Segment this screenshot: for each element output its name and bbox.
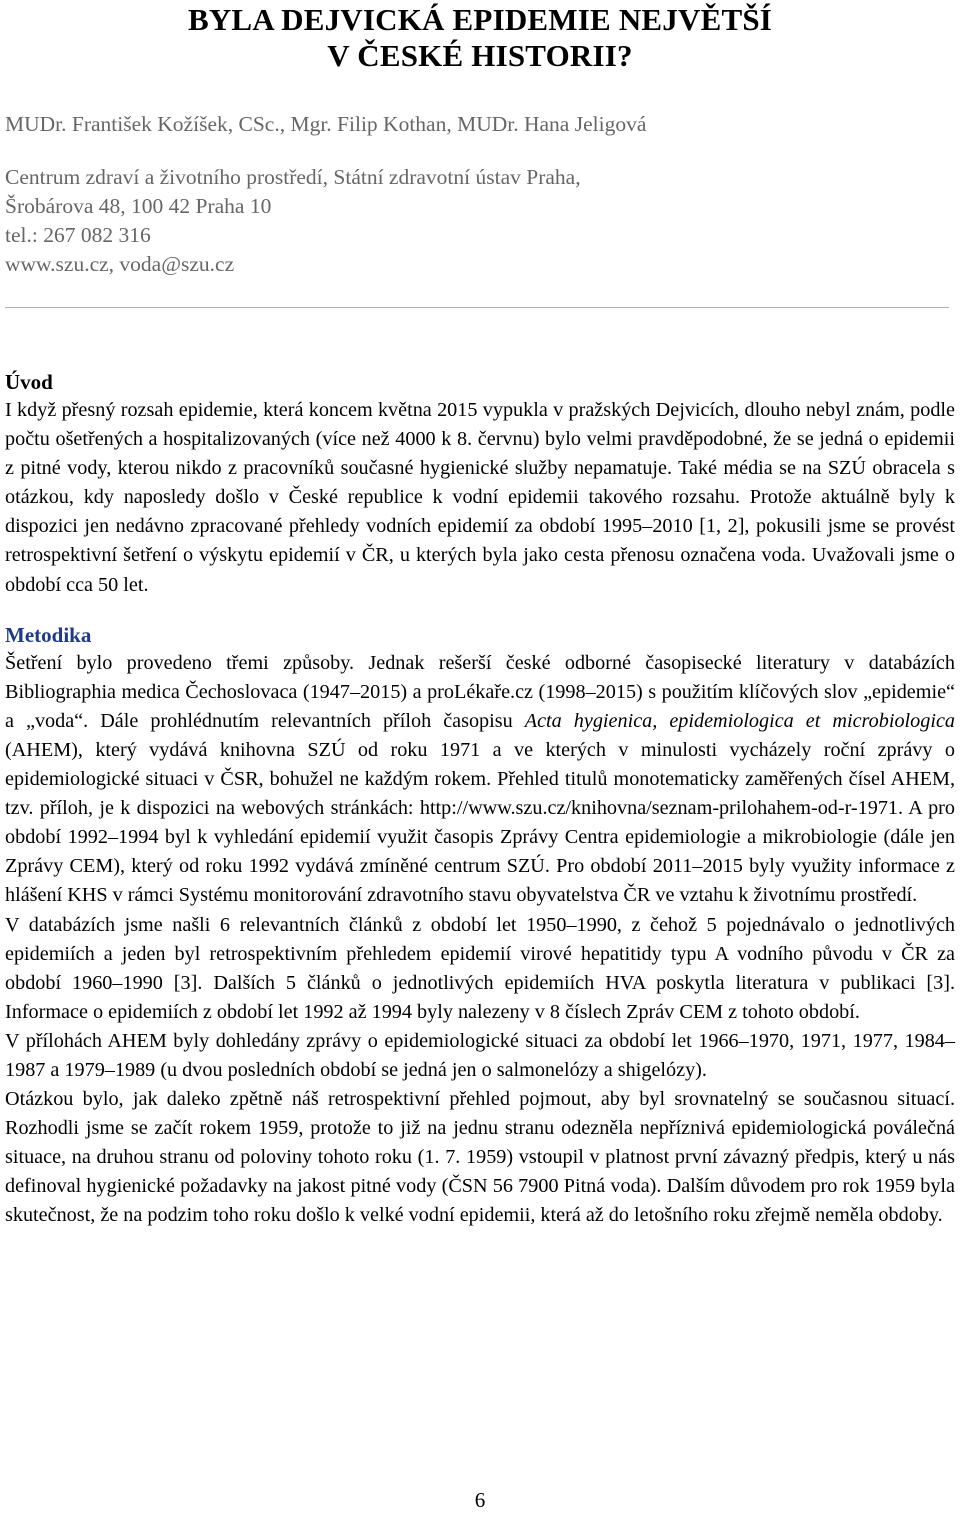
affiliation-line-2: Šrobárova 48, 100 42 Praha 10 <box>5 194 272 218</box>
methods-paragraph-2: V databázích jsme našli 6 relevantních článků z období let 1950–1990, z čehož 5 pojednávalo o jednotlivých epidemiích a jeden byl retrospektivním přehledem epidemií virové hepatitidy typu A vodního původu v ČR za období 1960–1990 [3]. Dalších 5 článků o jednotlivých epidemiích HVA poskytla literatura v publikaci [3]. Informace o epidemiích z období let 1992 až 1994 byly nalezeny v 8 číslech Zpráv CEM z tohoto období. <box>5 913 955 1023</box>
methods-p1-text-a: Šetření bylo provedeno třemi způsoby. Jednak rešerší české odborné časopisecké literatury v databázích Bibliographia medica Čechoslovaca (1947–2015) a proLékaře.cz (1998–2015) s použitím klíčových slov „epidemie“ a „voda“. Dále prohlédnutím relevantních příloh časopisu <box>5 651 955 732</box>
intro-heading: Úvod <box>5 370 53 394</box>
methods-p1-text-b: (AHEM), který vydává knihovna SZÚ od roku 1971 a ve kterých v minulosti vycházely roční zprávy o epidemiologické situaci v ČSR, bohužel ne každým rokem. Přehled titulů monotematicky zaměřených čísel AHEM, tzv. příloh, je k dispozici na webových stránkách: http://www.szu.cz/knihovna/seznam-prilohahem-od-r-1971. A pro období 1992–1994 byl k vyhledání epidemií využit časopis Zprávy Centra epidemiologie a mikrobiologie (dále jen Zprávy CEM), který od roku 1992 vydává zmíněné centrum SZÚ. Pro období 2011–2015 byly využity informace z hlášení KHS v rámci Systému monitorování zdravotního stavu obyvatelstva ČR ve vztahu k životnímu prostředí. <box>5 738 955 907</box>
authors: MUDr. František Kožíšek, CSc., Mgr. Filip Kothan, MUDr. Hana Jeligová <box>5 112 647 136</box>
article-body <box>5 369 955 1231</box>
section-gap <box>5 600 955 622</box>
page-number: 6 <box>474 1488 486 1512</box>
document-title <box>5 2 955 74</box>
web-and-email: www.szu.cz, voda@szu.cz <box>5 252 235 276</box>
methods-paragraph-3: V přílohách AHEM byly dohledány zprávy o epidemiologické situaci za období let 1966–1970, 1971, 1977, 1984–1987 a 1979–1989 (u dvou posledních období se jedná jen o salmonelózy a shigelózy). <box>5 1029 955 1081</box>
header-divider <box>5 307 949 308</box>
methods-paragraph-4: Otázkou bylo, jak daleko zpětně náš retrospektivní přehled pojmout, aby byl srovnatelný se současnou situací. Rozhodli jsme se začít rokem 1959, protože to již na jednu stranu odezněla nepříznivá epidemiologická poválečná situace, na druhou stranu od poloviny tohoto roku (1. 7. 1959) vstoupil v platnost první závazný předpis, který u nás definoval hygienické požadavky na jakost pitné vody (ČSN 56 7900 Pitná voda). Dalším důvodem pro rok 1959 byla skutečnost, že na podzim toho roku došlo k velké vodní epidemii, která až do letošního roku zřejmě neměla obdoby. <box>5 1088 955 1227</box>
affiliation-block <box>5 163 955 279</box>
title-line-2: V ČESKÉ HISTORII? <box>327 38 633 73</box>
methods-paragraph-1 <box>5 649 955 911</box>
affiliation-line-1: Centrum zdraví a životního prostředí, Státní zdravotní ústav Praha, <box>5 165 581 189</box>
document-page <box>5 0 955 1513</box>
title-line-1: BYLA DEJVICKÁ EPIDEMIE NEJVĚTŠÍ <box>187 2 773 37</box>
intro-paragraph: I když přesný rozsah epidemie, která koncem května 2015 vypukla v pražských Dejvicích, dlouho nebyl znám, podle počtu ošetřených a hospitalizovaných (více než 4000 k 8. červnu) bylo velmi pravděpodobné, že se jedná o epidemii z pitné vody, kterou nikdo z pracovníků současné hygienické služby nepamatuje. Také média se na SZÚ obracela s otázkou, kdy naposledy došlo v České republice k vodní epidemii takového rozsahu. Protože aktuálně byly k dispozici jen nedávno zpracované přehledy vodních epidemií za období 1995–2010 [1, 2], pokusili jsme se provést retrospektivní šetření o výskytu epidemií v ČR, u kterých byla jako cesta přenosu označena voda. Uvažovali jsme o období cca 50 let. <box>5 399 955 596</box>
journal-title-italic: Acta hygienica, epidemiologica et microbiologica <box>524 709 955 732</box>
methods-heading: Metodika <box>5 622 92 647</box>
phone-number: tel.: 267 082 316 <box>5 223 151 247</box>
